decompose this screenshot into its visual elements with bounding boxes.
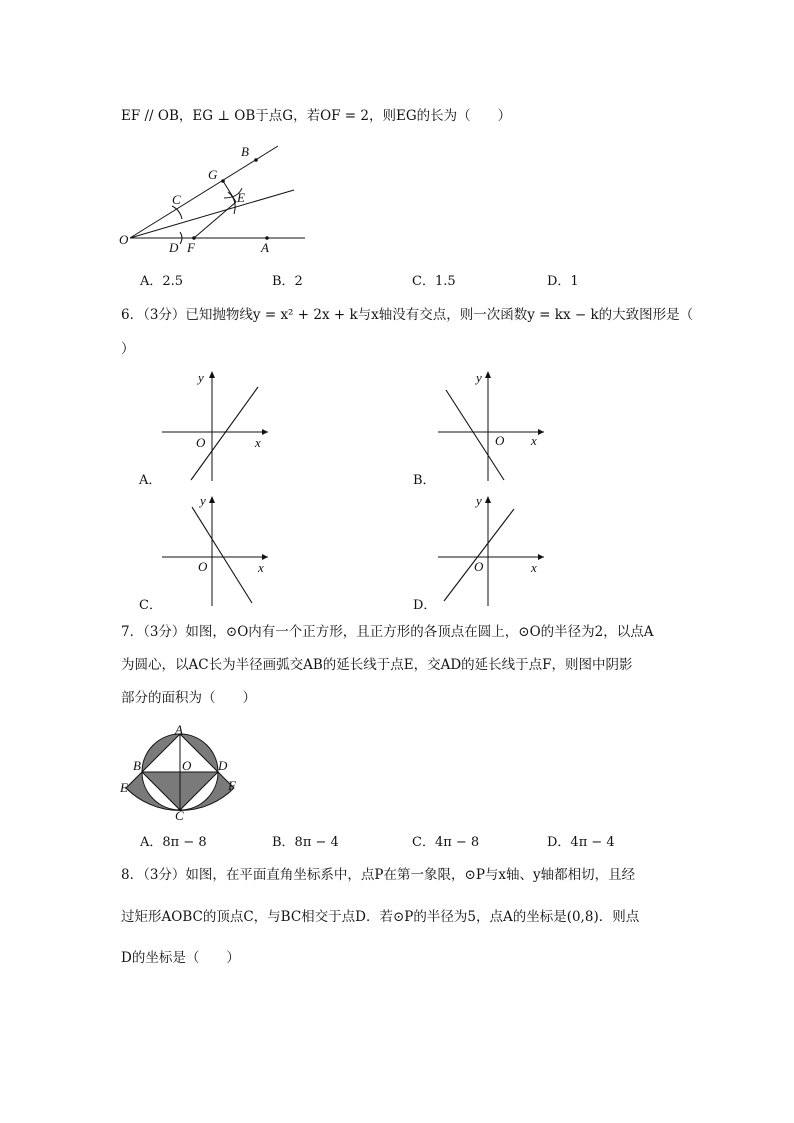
q6-b-label-y: y bbox=[476, 370, 482, 385]
q7-stem-line1: 7．（3分）如图，⊙O内有一个正方形，且正方形的各顶点在圆上，⊙O的半径为2，以点A bbox=[121, 624, 654, 640]
q6-c-label-y: y bbox=[200, 493, 206, 508]
q5-label-O: O bbox=[119, 232, 129, 247]
q6-option-a: A． bbox=[139, 473, 162, 488]
q6-d-label-x: x bbox=[531, 560, 537, 575]
q5-label-A: A bbox=[261, 240, 269, 255]
q7-option-a: A．8π − 8 bbox=[140, 835, 207, 850]
q6-stem-line2: ） bbox=[121, 341, 135, 357]
q7-label-C: C bbox=[175, 808, 184, 823]
q5-label-C: C bbox=[172, 192, 181, 207]
q7-label-O: O bbox=[182, 758, 192, 773]
q6-option-b: B． bbox=[413, 473, 436, 488]
q5-option-b: B．2 bbox=[272, 274, 303, 289]
q7-stem-line3: 部分的面积为（ ） bbox=[121, 690, 256, 706]
q7-option-c: C．4π − 8 bbox=[412, 835, 480, 850]
q8-stem-line2: 过矩形AOBC的顶点C，与BC相交于点D．若⊙P的半径为5，点A的坐标是(0,8)．则点 bbox=[121, 909, 640, 925]
q7-label-F: F bbox=[228, 778, 236, 793]
q6-graph-a bbox=[160, 368, 280, 483]
q6-graph-c bbox=[160, 493, 280, 608]
q5-label-B: B bbox=[241, 144, 249, 159]
q5-label-F: F bbox=[187, 240, 195, 255]
q6-graph-b bbox=[436, 368, 556, 483]
q5-stem: EF // OB，EG ⊥ OB于点G，若OF = 2，则EG的长为（ ） bbox=[121, 108, 512, 124]
q7-label-A: A bbox=[175, 722, 183, 737]
q6-option-d: D． bbox=[413, 598, 437, 613]
q7-option-b: B．8π − 4 bbox=[272, 835, 339, 850]
q8-stem-line3: D的坐标是（ ） bbox=[121, 950, 240, 966]
q6-stem-line1: 6．（3分）已知抛物线y = x² + 2x + k与x轴没有交点，则一次函数y = kx − k的大致图形是（ bbox=[121, 307, 694, 323]
q5-option-d: D．1 bbox=[547, 274, 579, 289]
q7-figure bbox=[118, 722, 248, 822]
q6-option-c: C． bbox=[139, 598, 162, 613]
q5-label-D: D bbox=[169, 240, 179, 255]
q7-option-d: D．4π − 4 bbox=[547, 835, 615, 850]
q6-c-label-o: O bbox=[198, 559, 208, 574]
q5-option-c: C．1.5 bbox=[412, 274, 456, 289]
q5-label-E: E bbox=[237, 190, 245, 205]
q6-d-label-o: O bbox=[474, 559, 484, 574]
q6-a-label-y: y bbox=[198, 370, 204, 385]
q8-stem-line1: 8．（3分）如图，在平面直角坐标系中，点P在第一象限，⊙P与x轴、y轴都相切，且经 bbox=[121, 867, 636, 883]
q7-stem-line2: 为圆心，以AC长为半径画弧交AB的延长线于点E，交AD的延长线于点F，则图中阴影 bbox=[121, 657, 633, 673]
q6-a-label-o: O bbox=[196, 435, 206, 450]
q6-b-label-x: x bbox=[531, 433, 537, 448]
q6-graph-d bbox=[436, 493, 556, 608]
q5-label-G: G bbox=[208, 167, 218, 182]
q7-label-E: E bbox=[120, 780, 128, 795]
q7-label-B: B bbox=[133, 758, 141, 773]
q6-a-label-x: x bbox=[255, 435, 261, 450]
q5-option-a: A．2.5 bbox=[140, 274, 184, 289]
q5-figure bbox=[110, 140, 310, 260]
q6-d-label-y: y bbox=[476, 493, 482, 508]
q7-label-D: D bbox=[218, 758, 228, 773]
q6-b-label-o: O bbox=[495, 433, 505, 448]
q6-c-label-x: x bbox=[258, 560, 264, 575]
